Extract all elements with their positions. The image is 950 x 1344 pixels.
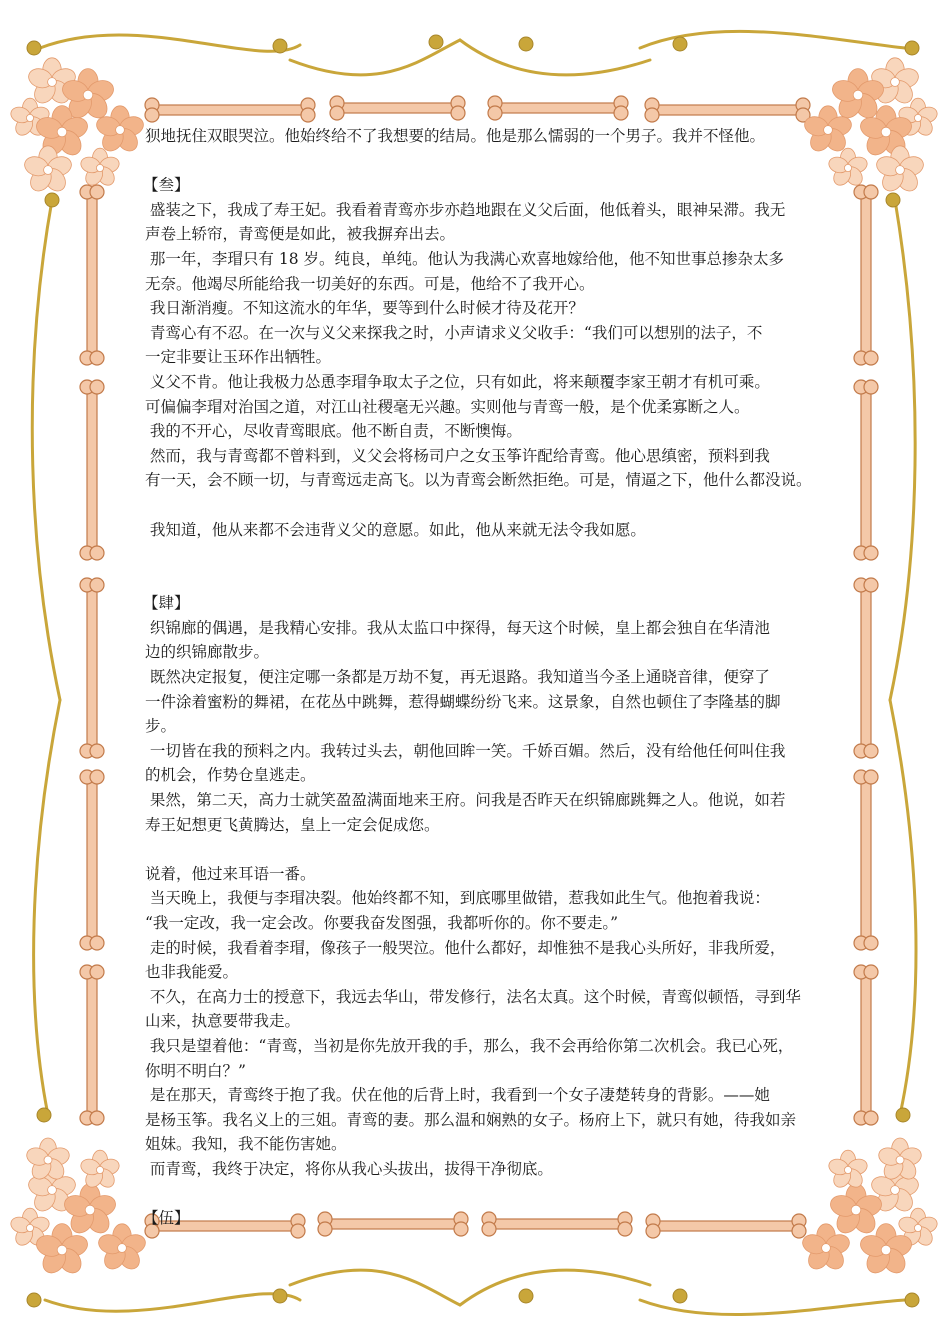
text-line: 一件涂着蜜粉的舞裙，在花丛中跳舞，惹得蝴蝶纷纷飞来。这景象，自然也顿住了李隆基的脚 xyxy=(145,692,781,711)
gold-knob xyxy=(519,1289,533,1303)
frame-bar xyxy=(854,380,878,560)
blossom-icon xyxy=(79,148,121,188)
text-line: 边的织锦廊散步。 xyxy=(145,643,270,662)
frame-bar xyxy=(488,96,628,120)
text-line: 不久，在高力士的授意下，我远去华山，带发修行，法名太真。这个时候，青鸾似顿悟，寻到华 xyxy=(145,987,801,1006)
text-line: 而青鸾，我终于决定，将你从我心头拔出，拔得干净彻底。 xyxy=(145,1159,553,1178)
text-line: 是在那天，青鸾终于抱了我。伏在他的后背上时，我看到一个女子凄楚转身的背影。——她 xyxy=(145,1086,770,1105)
text-line: 一定非要让玉环作出牺牲。 xyxy=(145,348,332,367)
blank-line xyxy=(145,149,825,174)
gold-knob xyxy=(27,1293,41,1307)
text-line: 走的时候，我看着李瑁，像孩子一般哭泣。他什么都好，却惟独不是我心头所好，非我所爱， xyxy=(145,938,786,957)
gold-knob xyxy=(905,41,919,55)
scroll-curve xyxy=(34,700,60,1115)
gold-knob xyxy=(896,1108,910,1122)
blank-line xyxy=(145,542,825,567)
gold-knob xyxy=(27,41,41,55)
text-line: 当天晚上，我便与李瑁决裂。他始终都不知，到底哪里做错，惹我如此生气。他抱着我说： xyxy=(145,889,770,908)
frame-bar xyxy=(854,965,878,1125)
section-heading: 【肆】 xyxy=(143,594,190,613)
scroll-curve xyxy=(32,200,60,700)
text-line: 山来，执意要带我走。 xyxy=(145,1012,301,1031)
text-line: 可偏偏李瑁对治国之道，对江山社稷毫无兴趣。实则他与青鸾一般，是个优柔寡断之人。 xyxy=(145,397,750,416)
blank-line xyxy=(145,837,825,862)
text-line: 你明不明白？” xyxy=(145,1061,246,1080)
scroll-curve xyxy=(890,700,916,1115)
blank-line xyxy=(145,567,825,592)
blossom-icon xyxy=(827,148,869,188)
frame-bar xyxy=(854,578,878,758)
frame-bar xyxy=(80,965,104,1125)
text-line: 盛装之下，我成了寿王妃。我看着青鸾亦步亦趋地跟在义父后面，他低着头，眼神呆滞。我无 xyxy=(145,200,786,219)
text-line: 果然，第二天，高力士就笑盈盈满面地来王府。问我是否昨天在织锦廊跳舞之人。他说，如若 xyxy=(145,791,786,810)
gold-knob xyxy=(273,39,287,53)
frame-bar xyxy=(854,185,878,365)
text-line: 声卷上轿帘，青鸾便是如此，被我摒弃出去。 xyxy=(145,225,456,244)
frame-bar xyxy=(145,98,315,122)
text-line: 我知道，他从来都不会违背义父的意愿。如此，他从来就无法令我如愿。 xyxy=(145,520,646,539)
text-line: “我一定改，我一定会改。你要我奋发图强，我都听你的。你不要走。” xyxy=(145,914,619,932)
text-line: 我只是望着他：“青鸾，当初是你先放开我的手，那么，我不会再给你第二次机会。我已心死， xyxy=(145,1036,794,1055)
blossom-icon xyxy=(79,1150,121,1190)
gold-knob xyxy=(429,35,443,49)
text-line: 既然决定报复，便注定哪一条都是万劫不复，再无退路。我知道当今圣上通晓音律，便穿了 xyxy=(145,668,770,687)
scroll-curve xyxy=(460,1270,650,1305)
text-line: 也非我能爱。 xyxy=(145,963,239,982)
section-heading: 【伍】 xyxy=(143,1209,190,1228)
gold-knob xyxy=(45,193,59,207)
text-line: 然而，我与青鸾都不曾料到，义父会将杨司户之女玉筝许配给青鸾。他心思缜密，预料到我 xyxy=(145,446,770,465)
gold-knob xyxy=(673,37,687,51)
text-line: 有一天，会不顾一切，与青鸾远走高飞。以为青鸾会断然拒绝。可是，情逼之下，他什么都没说。 xyxy=(145,471,812,490)
blossom-icon xyxy=(827,1150,869,1190)
text-line: 说着，他过来耳语一番。 xyxy=(145,864,316,883)
blank-line xyxy=(145,493,825,518)
gold-knob xyxy=(905,1293,919,1307)
text-line: 步。 xyxy=(145,717,177,736)
gold-knob xyxy=(519,37,533,51)
text-line: 寿王妃想更飞黄腾达，皇上一定会促成您。 xyxy=(145,815,440,834)
frame-bar xyxy=(854,770,878,950)
gold-knob xyxy=(886,193,900,207)
scroll-curve xyxy=(290,1270,460,1305)
text-line: 一切皆在我的预料之内。我转过头去，朝他回眸一笑。千娇百媚。然后，没有给他任何叫住我 xyxy=(145,741,786,760)
section-heading: 【叁】 xyxy=(143,176,190,195)
text-line: 无奈。他竭尽所能给我一切美好的东西。可是，他给不了我开心。 xyxy=(145,274,595,293)
text-line: 我的不开心，尽收青鸾眼底。他不断自责，不断懊悔。 xyxy=(145,422,522,441)
frame-bar xyxy=(80,380,104,560)
scroll-curve xyxy=(890,200,915,700)
frame-bar xyxy=(80,578,104,758)
frame-bar xyxy=(80,185,104,365)
scroll-curve xyxy=(40,35,300,51)
text-line: 的机会，作势仓皇逃走。 xyxy=(145,766,316,785)
scroll-curve xyxy=(45,1294,300,1312)
gold-knob xyxy=(673,1289,687,1303)
blank-line xyxy=(145,1182,825,1207)
gold-knob xyxy=(273,1289,287,1303)
text-line: 是杨玉筝。我名义上的三姐。青鸾的妻。那么温和娴熟的女子。杨府上下，就只有她，待我如亲 xyxy=(145,1110,797,1129)
frame-bar xyxy=(80,770,104,950)
text-line: 义父不肯。他让我极力怂恿李瑁争取太子之位，只有如此，将来颠覆李家王朝才有机可乘。 xyxy=(145,372,770,391)
gold-knob xyxy=(37,1108,51,1122)
frame-bar xyxy=(330,96,465,120)
text-line: 青鸾心有不忍。在一次与义父来探我之时，小声请求义父收手：“我们可以想别的法子，不 xyxy=(145,323,763,342)
text-line: 我日渐消瘦。不知这流水的年华，要等到什么时候才待及花开？ xyxy=(145,299,584,318)
text-line: 织锦廊的偶遇，是我精心安排。我从太监口中探得，每天这个时候，皇上都会独自在华清池 xyxy=(145,618,770,637)
text-line: 狈地抚住双眼哭泣。他始终给不了我想要的结局。他是那么懦弱的一个男子。我并不怪他。 xyxy=(145,127,766,145)
frame-bar xyxy=(645,98,810,122)
text-line: 那一年，李瑁只有 18 岁。纯良，单纯。他认为我满心欢喜地嫁给他，他不知世事总掺杂太多 xyxy=(145,249,785,268)
text-line: 姐妹。我知，我不能伤害她。 xyxy=(145,1135,347,1154)
document-body xyxy=(145,124,825,1231)
scroll-curve xyxy=(460,40,650,75)
